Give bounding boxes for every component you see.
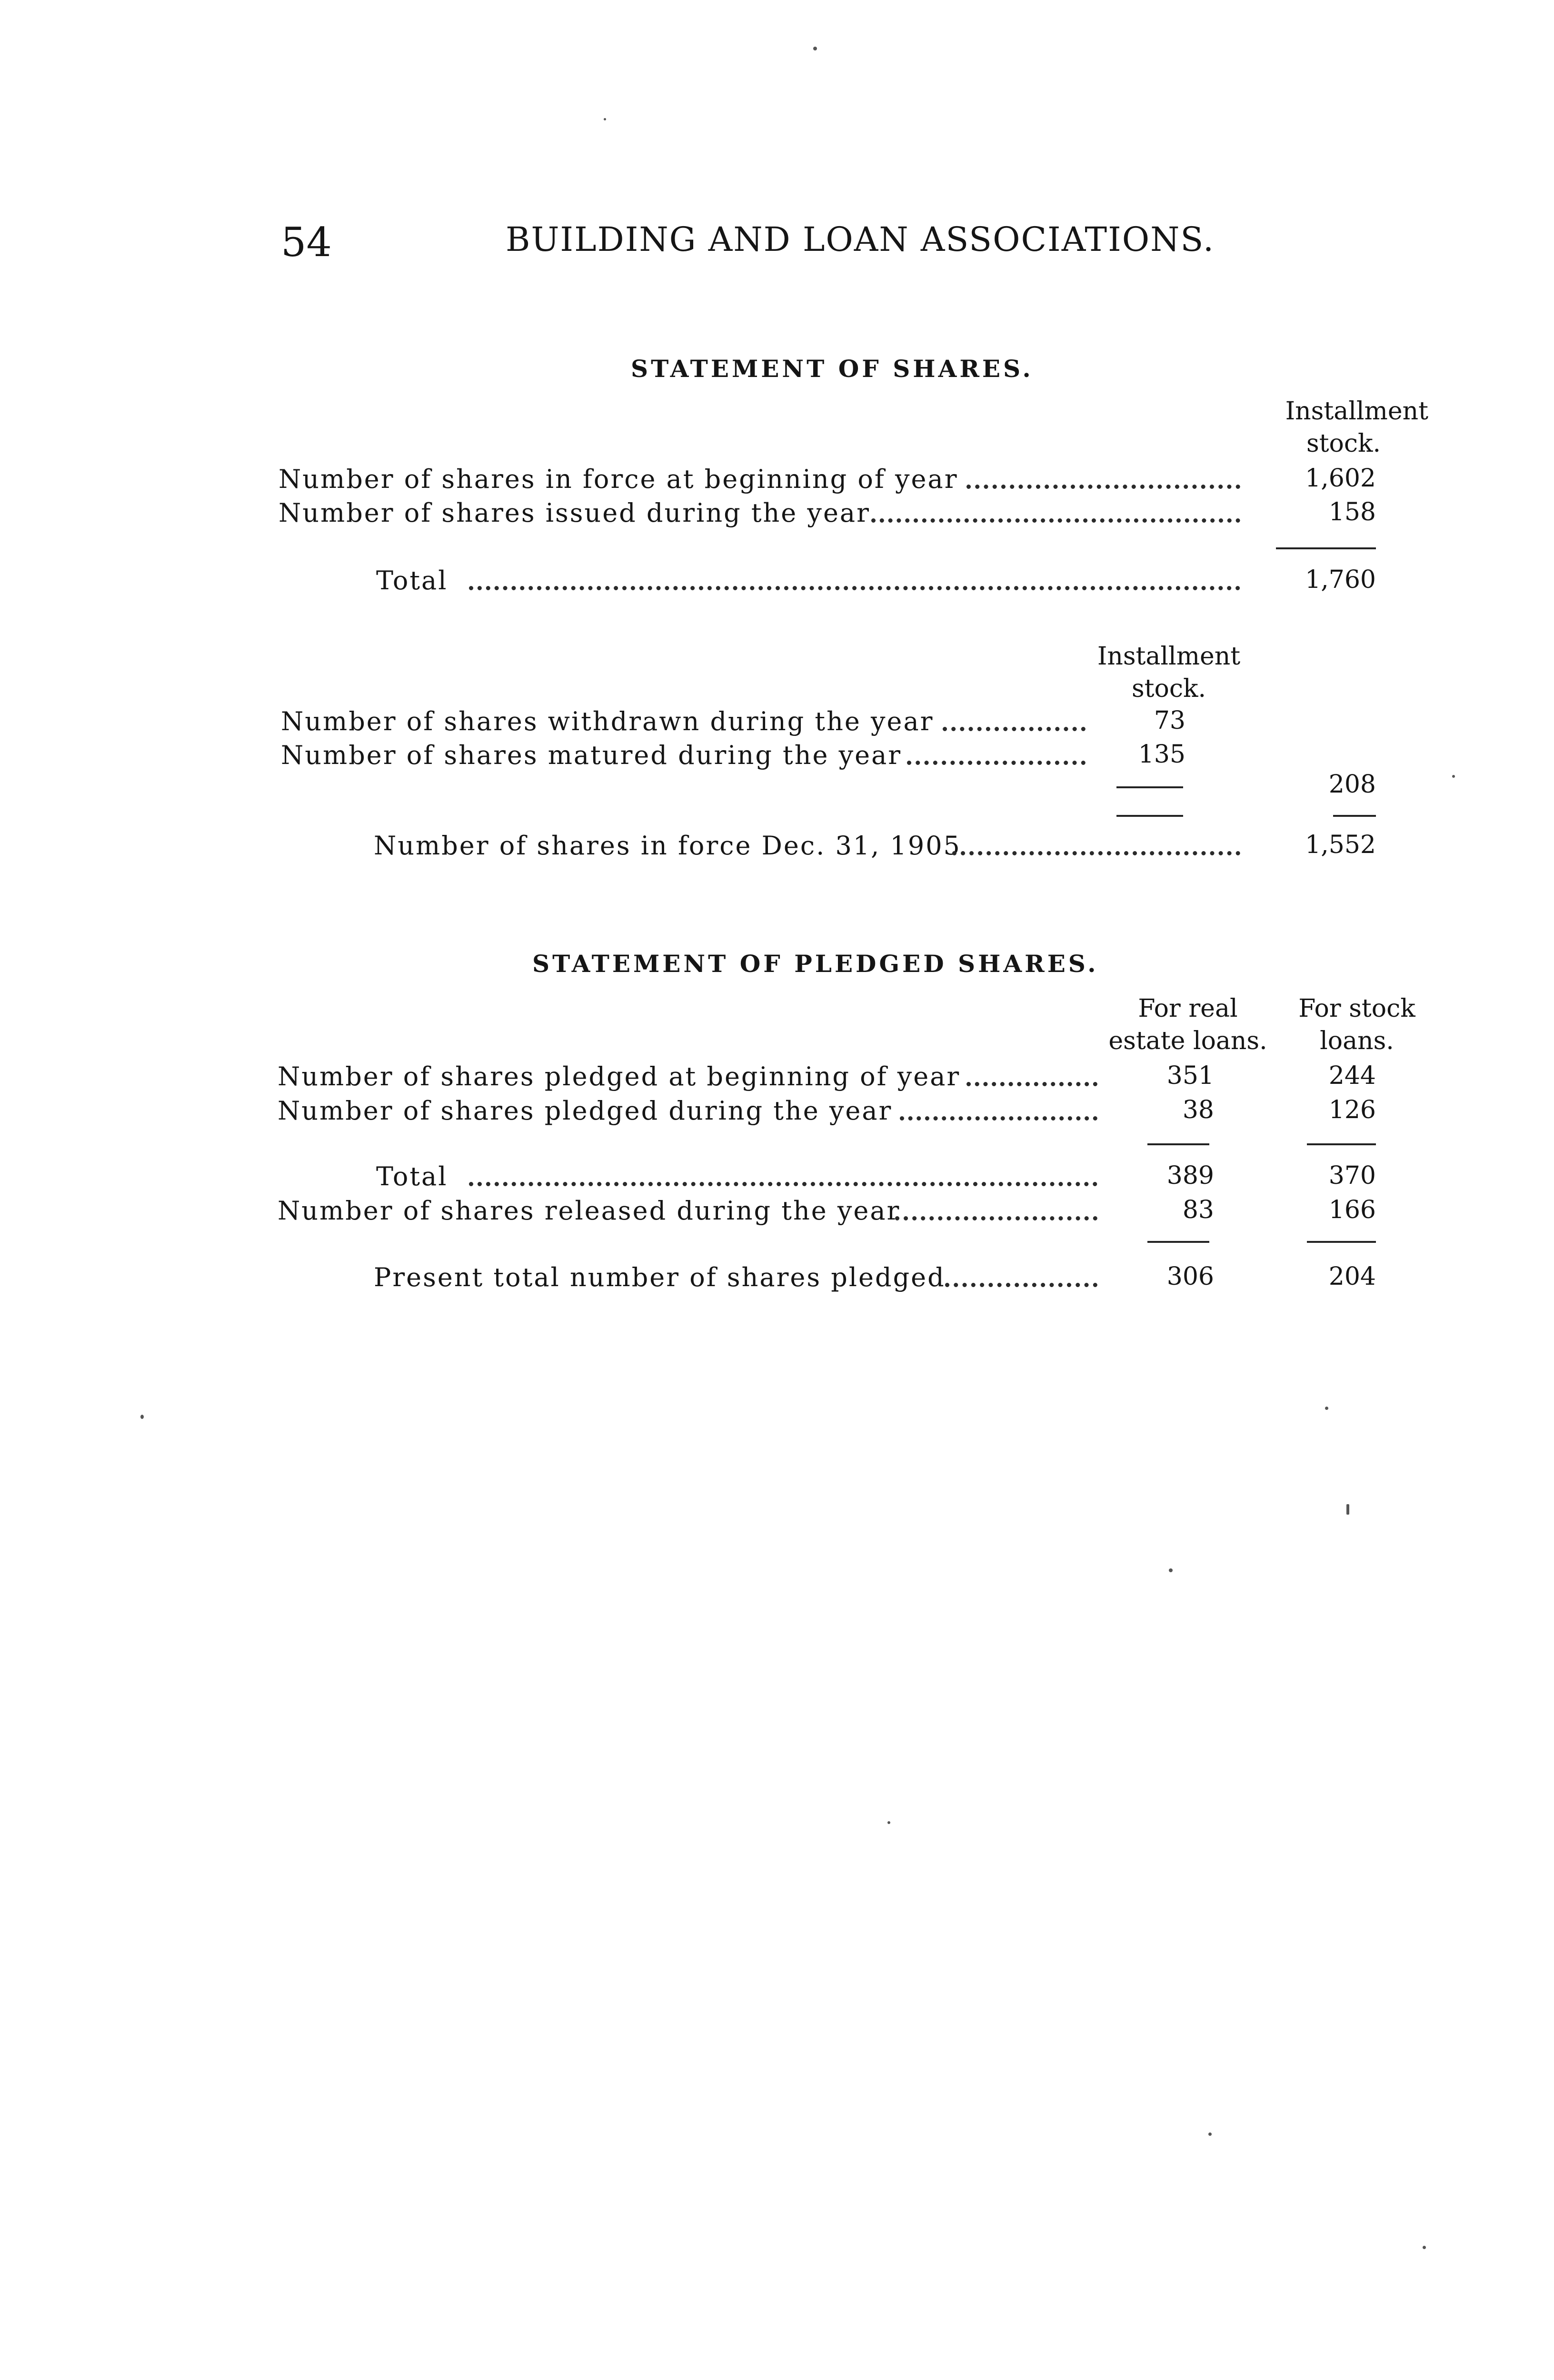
pledged-row-label: Number of shares pledged during the year	[278, 1096, 893, 1126]
pledged-present-stock: 204	[1328, 1262, 1376, 1291]
pledged-col1-head-line2: estate loans.	[1108, 1027, 1267, 1055]
sum-rule	[1307, 1143, 1376, 1145]
pledged-present-label: Present total number of shares pledged	[374, 1262, 946, 1292]
pledged-row-label: Number of shares pledged at beginning of year	[278, 1061, 961, 1091]
pledged-total-real: 389	[1166, 1161, 1214, 1190]
shares-row-label: Number of shares issued during the year	[279, 498, 870, 528]
shares-sub-row-label: Number of shares matured during the year	[281, 740, 902, 770]
pledged-col1-head-line1: For real	[1138, 994, 1238, 1023]
running-head: BUILDING AND LOAN ASSOCIATIONS.	[506, 220, 1215, 259]
paper-speck	[1325, 1407, 1328, 1410]
pledged-released-label: Number of shares released during the year	[278, 1196, 901, 1226]
leader-dots	[966, 485, 1240, 489]
paper-speck	[1423, 2246, 1426, 2249]
shares-sub-col-head-line2: stock.	[1131, 674, 1206, 703]
shares-row-label: Number of shares in force at beginning of year	[279, 464, 958, 494]
shares-total-value: 1,760	[1305, 565, 1376, 594]
sum-rule	[1116, 815, 1183, 817]
shares-sub-total: 208	[1328, 770, 1376, 799]
shares-row-value: 158	[1328, 498, 1376, 526]
pledged-released-stock: 166	[1328, 1196, 1376, 1224]
leader-dots	[966, 1082, 1097, 1086]
paper-speck	[604, 118, 606, 120]
pledged-col2-head-line2: loans.	[1320, 1027, 1394, 1055]
shares-sub-row-value: 73	[1154, 706, 1185, 735]
paper-speck	[1169, 1568, 1173, 1572]
pledged-stock-value: 244	[1328, 1061, 1376, 1090]
leader-dots	[469, 586, 1240, 590]
sum-rule	[1116, 786, 1183, 788]
shares-col-head-line2: stock.	[1306, 429, 1381, 458]
pledged-total-stock: 370	[1328, 1161, 1376, 1190]
shares-sub-row-value: 135	[1138, 740, 1185, 769]
paper-speck	[813, 47, 817, 50]
shares-sub-col-head-line1: Installment	[1097, 642, 1241, 671]
shares-sub-row-label: Number of shares withdrawn during the year	[281, 706, 934, 736]
leader-dots	[952, 851, 1240, 855]
leader-dots	[871, 518, 1240, 523]
leader-dots	[469, 1182, 1097, 1186]
shares-total-label: Total	[376, 565, 448, 595]
page-number: 54	[281, 219, 332, 266]
sum-rule	[1307, 1241, 1376, 1243]
sum-rule	[1333, 815, 1376, 817]
paper-speck	[1346, 1504, 1349, 1515]
sum-rule	[1276, 547, 1376, 549]
leader-dots	[943, 727, 1086, 731]
leader-dots	[895, 1216, 1097, 1220]
pledged-stock-value: 126	[1328, 1096, 1376, 1124]
leader-dots	[945, 1283, 1097, 1287]
shares-row-value: 1,602	[1305, 464, 1376, 493]
paper-speck	[1452, 775, 1455, 778]
leader-dots	[907, 761, 1086, 765]
paper-speck	[887, 1821, 890, 1824]
shares-final-label: Number of shares in force Dec. 31, 1905	[374, 831, 961, 861]
pledged-total-label: Total	[376, 1161, 448, 1191]
pledged-released-real: 83	[1182, 1196, 1214, 1224]
paper-speck	[1208, 2132, 1212, 2136]
shares-title: STATEMENT OF SHARES.	[631, 355, 1034, 383]
pledged-title: STATEMENT OF PLEDGED SHARES.	[532, 950, 1099, 978]
paper-speck	[140, 1415, 144, 1419]
sum-rule	[1147, 1143, 1209, 1145]
sum-rule	[1147, 1241, 1209, 1243]
shares-final-value: 1,552	[1305, 831, 1376, 859]
pledged-real-value: 351	[1166, 1061, 1214, 1090]
leader-dots	[900, 1116, 1097, 1121]
shares-col-head-line1: Installment	[1285, 397, 1428, 426]
pledged-col2-head-line1: For stock	[1298, 994, 1415, 1023]
pledged-real-value: 38	[1182, 1096, 1214, 1124]
pledged-present-real: 306	[1166, 1262, 1214, 1291]
